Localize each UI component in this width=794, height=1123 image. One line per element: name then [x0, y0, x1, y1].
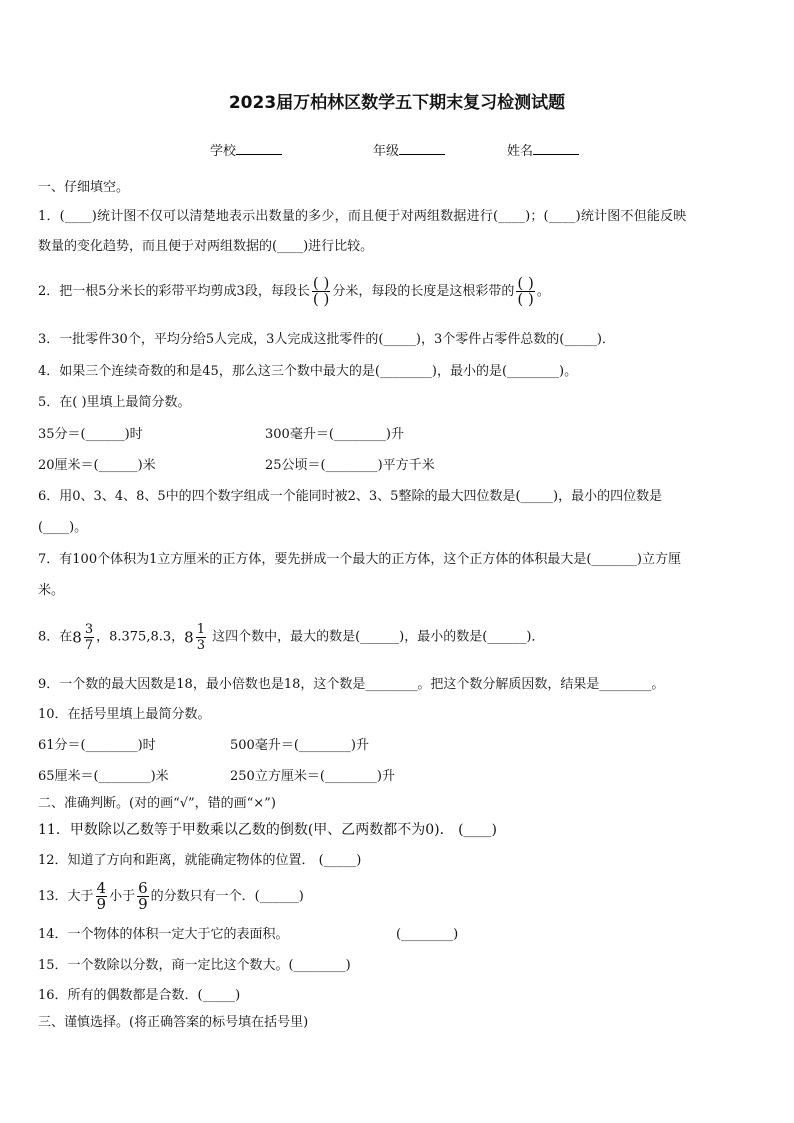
question-8-text-a: 8．在 — [38, 629, 73, 645]
question-9: 9．一个数的最大因数是18，最小倍数也是18，这个数是________。把这个数分解质因数，结果是________。 — [38, 677, 665, 692]
question-2-text-c: 。 — [536, 284, 550, 299]
question-7-line-2: 米。 — [38, 583, 65, 598]
fraction-denominator: 9 — [138, 895, 148, 913]
question-6-line-2: (____)。 — [38, 520, 88, 535]
school-field[interactable] — [210, 140, 282, 159]
page-title: 2023届万柏林区数学五下期末复习检测试题 — [228, 93, 566, 113]
fraction-denominator: ( ) — [312, 290, 330, 308]
section-heading-2: 二、准确判断。(对的画“√”，错的画“×”) — [38, 796, 276, 811]
question-13-text-a: 13．大于 — [38, 889, 94, 904]
fraction-denominator: ( ) — [517, 290, 534, 308]
question-6-line-1: 6．用0、3、4、8、5中的四个数字组成一个能同时被2、3、5整除的最大四位数是(_____)，最小的四位数是 — [38, 489, 663, 504]
question-16: 16．所有的偶数都是合数．(_____) — [38, 988, 241, 1003]
question-10a: 61分＝(________)时 — [38, 738, 156, 753]
section-heading-3: 三、谨慎选择。(将正确答案的标号填在括号里) — [38, 1015, 309, 1030]
fraction-numerator: 6 — [138, 879, 148, 897]
school-label: 学校 — [210, 144, 237, 159]
mixed-fraction — [84, 622, 94, 653]
fraction-numerator: 4 — [96, 879, 107, 897]
question-7-line-1: 7．有100个体积为1立方厘米的正方体，要先拼成一个最大的正方体，这个正方体的体积最大是(_______)立方厘 — [38, 552, 681, 567]
question-5a: 35分＝(______)时 — [38, 427, 143, 442]
grade-label: 年级 — [373, 144, 400, 159]
question-1-line-1: 1．(____)统计图不仅可以清楚地表示出数量的多少，而且便于对两组数据进行(____)；(____)统计图不但能反映 — [38, 209, 687, 224]
mixed-whole: 8 — [72, 628, 82, 646]
fraction-6-9 — [137, 881, 149, 912]
fraction-numerator: ( ) — [312, 274, 330, 292]
fraction-numerator: 1 — [196, 621, 205, 637]
question-1-line-2: 数量的变化趋势，而且便于对两组数据的(____)进行比较。 — [38, 239, 374, 254]
question-13-text-b: 小于 — [109, 889, 136, 904]
fraction-blank-1[interactable] — [312, 276, 330, 307]
question-5: 5．在( )里填上最简分数。 — [38, 395, 191, 410]
question-15: 15．一个数除以分数，商一定比这个数大。(________) — [38, 958, 351, 973]
question-12: 12．知道了方向和距离，就能确定物体的位置． (_____) — [38, 853, 362, 868]
mixed-number-1 — [72, 621, 96, 653]
question-5c: 20厘米＝(______)米 — [38, 458, 156, 473]
question-13-text-c: 的分数只有一个．(______) — [150, 889, 304, 904]
question-8 — [38, 617, 544, 658]
question-10d: 250立方厘米＝(________)升 — [230, 769, 395, 784]
question-8-text-c: 这四个数中，最大的数是(______)，最小的数是(______)． — [212, 629, 545, 645]
name-label: 姓名 — [507, 144, 534, 159]
question-5b: 300毫升＝(________)升 — [265, 427, 404, 442]
fraction-denominator: 9 — [96, 895, 107, 913]
question-10: 10．在括号里填上最简分数。 — [38, 707, 211, 722]
question-13 — [38, 878, 304, 916]
question-5d: 25公顷＝(________)平方千米 — [265, 458, 435, 473]
fraction-denominator: 7 — [84, 637, 94, 653]
fraction-4-9 — [96, 881, 108, 912]
question-10b: 500毫升＝(________)升 — [230, 738, 369, 753]
section-heading-1: 一、仔细填空。 — [38, 180, 130, 195]
fraction-numerator: 3 — [84, 621, 94, 637]
mixed-fraction — [196, 622, 206, 653]
question-4: 4．如果三个连续奇数的和是45，那么这三个数中最大的是(________)，最小的是(________)。 — [38, 364, 578, 379]
question-14-blank: (________) — [396, 927, 459, 942]
question-11: 11．甲数除以乙数等于甲数乘以乙数的倒数(甲、乙两数都不为0)． (____) — [38, 822, 498, 838]
mixed-whole: 8 — [184, 628, 194, 646]
question-2 — [38, 272, 550, 312]
grade-blank[interactable] — [399, 142, 445, 155]
fraction-blank-2[interactable] — [516, 276, 534, 307]
question-3: 3．一批零件30个，平均分给5人完成，3人完成这批零件的(_____)，3个零件占零件总数的(_____)． — [38, 332, 615, 347]
question-14-text: 14．一个物体的体积一定大于它的表面积。 — [38, 927, 289, 942]
grade-field[interactable] — [373, 140, 445, 159]
question-8-text-b: ，8.375,8.3， — [96, 629, 185, 645]
name-field[interactable] — [507, 140, 579, 159]
mixed-number-2 — [184, 621, 208, 653]
fraction-numerator: ( ) — [517, 274, 534, 292]
question-2-text-b: 分米，每段的长度是这根彩带的 — [332, 284, 515, 299]
question-2-text-a: 2．把一根5分米长的彩带平均剪成3段，每段长 — [38, 284, 310, 299]
question-10c: 65厘米＝(________)米 — [38, 769, 169, 784]
school-blank[interactable] — [236, 142, 282, 155]
name-blank[interactable] — [533, 142, 579, 155]
fraction-denominator: 3 — [196, 637, 205, 653]
